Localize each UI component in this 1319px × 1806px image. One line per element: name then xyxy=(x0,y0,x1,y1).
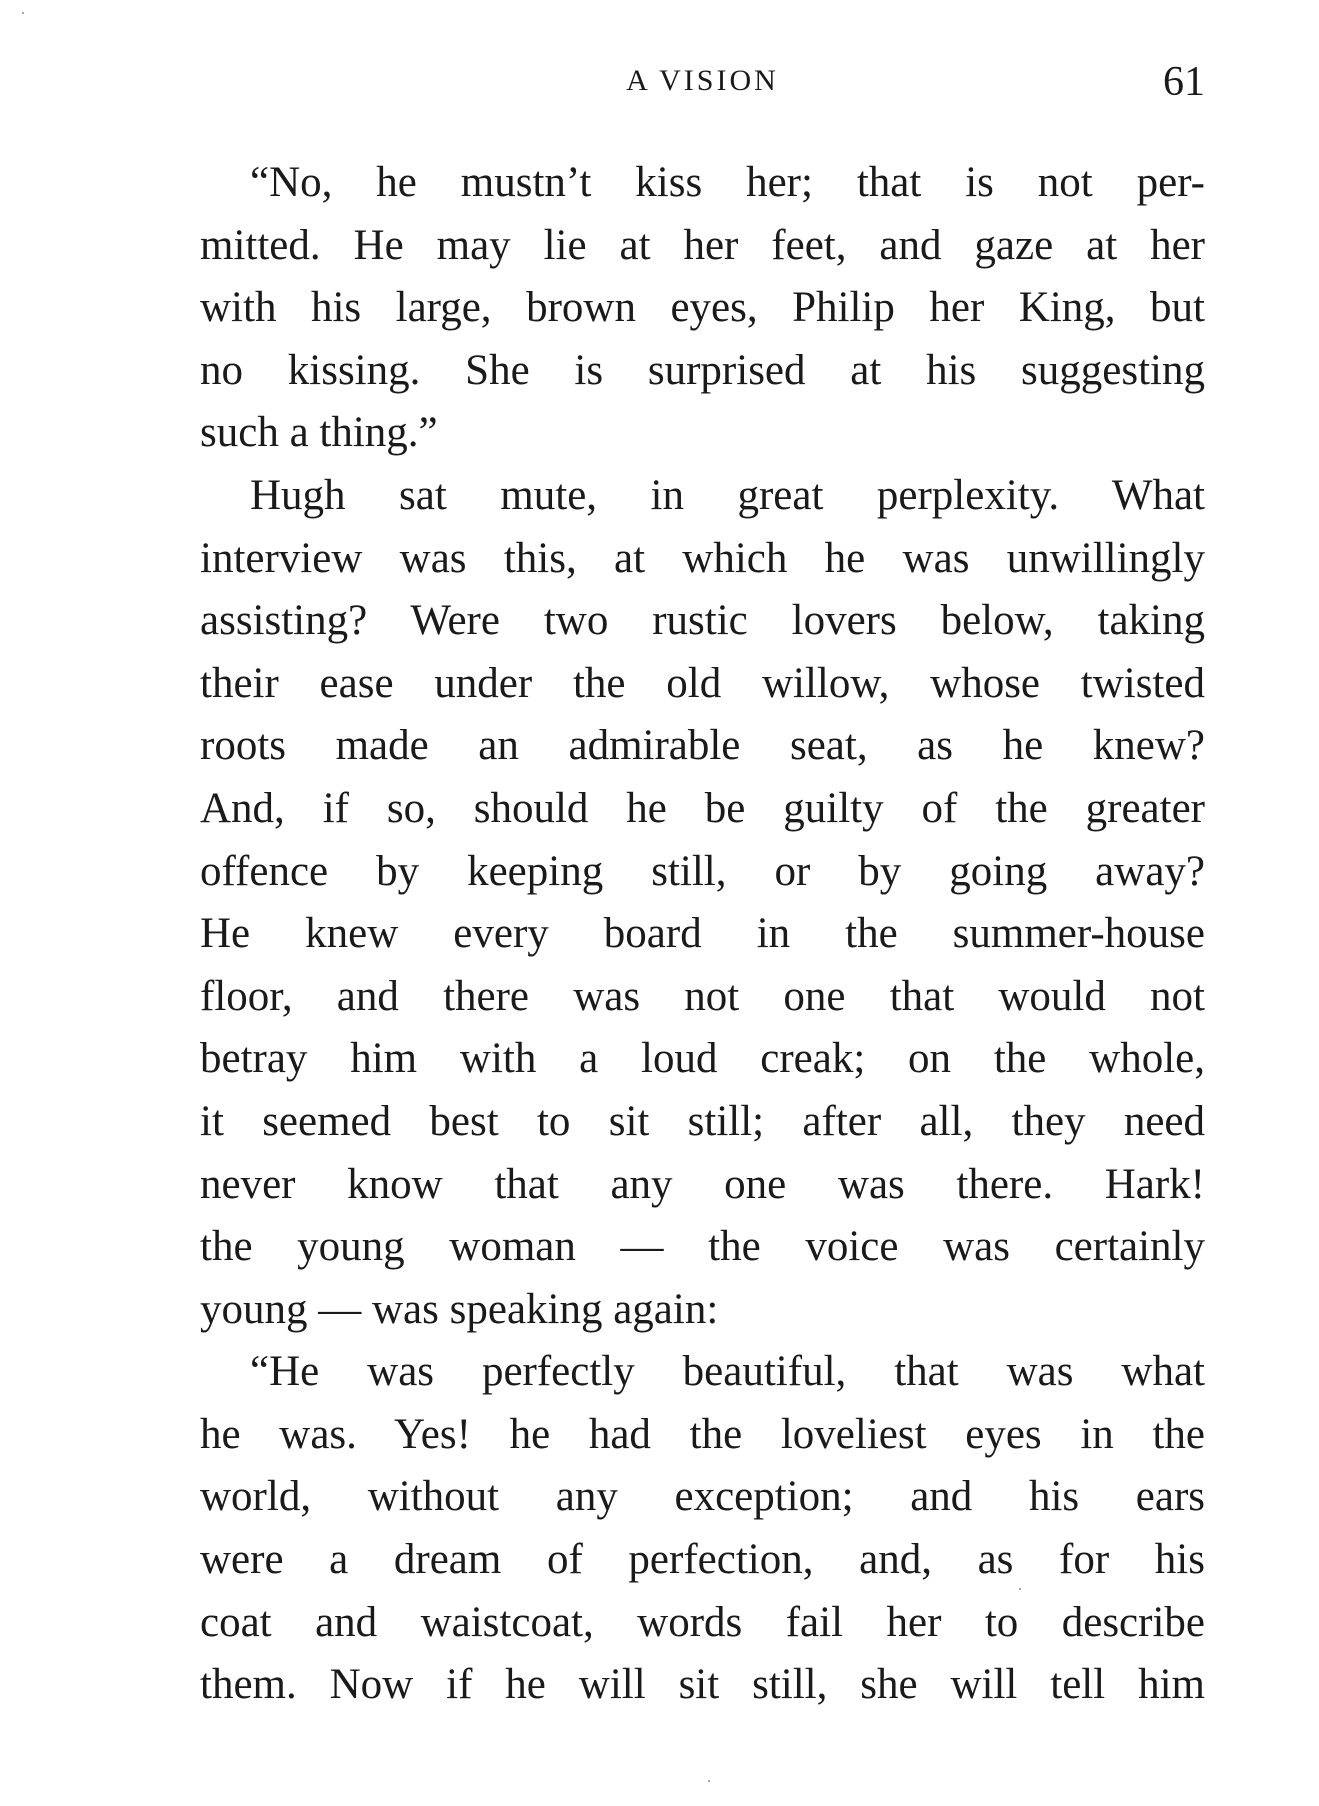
text-line: And, if so, should he be guilty of the greater xyxy=(200,784,1205,832)
text-line: Hugh sat mute, in great perplexity. What xyxy=(250,471,1205,519)
text-line: them. Now if he will sit still, she will tell him xyxy=(200,1661,1205,1709)
text-line: no kissing. She is surprised at his suggesting xyxy=(200,346,1205,394)
text-line: interview was this, at which he was unwillingly xyxy=(200,534,1205,582)
text-line: “He was perfectly beautiful, that was what xyxy=(250,1348,1205,1396)
text-line: betray him with a loud creak; on the whole, xyxy=(200,1035,1205,1083)
print-speck xyxy=(708,1780,710,1782)
text-line: coat and waistcoat, words fail her to describe xyxy=(200,1598,1205,1646)
text-line: never know that any one was there. Hark! xyxy=(200,1160,1205,1208)
print-speck xyxy=(1019,1588,1021,1590)
page-number: 61 xyxy=(1163,59,1205,105)
text-line: it seemed best to sit still; after all, they need xyxy=(200,1097,1205,1145)
body-text xyxy=(200,152,1205,1717)
text-line: were a dream of perfection, and, as for his xyxy=(200,1536,1205,1584)
text-line: offence by keeping still, or by going away? xyxy=(200,847,1205,895)
running-head xyxy=(200,58,1205,118)
text-line: mitted. He may lie at her feet, and gaze at her xyxy=(200,221,1205,269)
text-line: their ease under the old willow, whose twisted xyxy=(200,659,1205,707)
text-line: roots made an admirable seat, as he knew? xyxy=(200,722,1205,770)
text-line: floor, and there was not one that would not xyxy=(200,972,1205,1020)
text-line: assisting? Were two rustic lovers below, taking xyxy=(200,597,1205,645)
text-line: world, without any exception; and his ears xyxy=(200,1473,1205,1521)
text-line: “No, he mustn’t kiss her; that is not per- xyxy=(250,159,1205,206)
text-line: He knew every board in the summer-house xyxy=(200,910,1205,958)
text-line: young — was speaking again: xyxy=(200,1285,719,1333)
running-title: A VISION xyxy=(626,64,779,97)
text-line: the young woman — the voice was certainly xyxy=(200,1223,1205,1271)
text-line: he was. Yes! he had the loveliest eyes in the xyxy=(200,1410,1205,1458)
text-line: with his large, brown eyes, Philip her King, but xyxy=(200,284,1205,332)
text-line: such a thing.” xyxy=(200,409,438,457)
print-speck xyxy=(22,12,24,14)
